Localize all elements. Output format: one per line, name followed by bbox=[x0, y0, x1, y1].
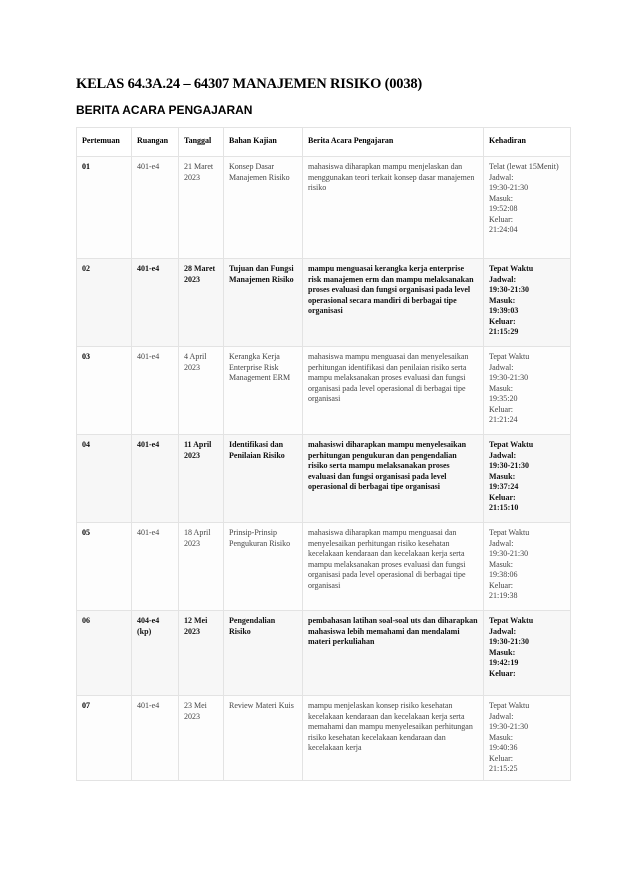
kehadiran-line: 21:15:25 bbox=[489, 764, 518, 773]
cell-pertemuan: 01 bbox=[77, 157, 132, 259]
kehadiran-line: Keluar: bbox=[489, 492, 516, 502]
kehadiran-line: Keluar: bbox=[489, 668, 516, 678]
cell-pertemuan: 05 bbox=[77, 523, 132, 611]
cell-tanggal: 28 Maret 2023 bbox=[179, 259, 224, 347]
cell-ruangan: 404-e4 (kp) bbox=[132, 611, 179, 696]
kehadiran-line: Jadwal: bbox=[489, 450, 517, 460]
table-header-row bbox=[77, 128, 571, 157]
table-row bbox=[77, 611, 571, 696]
kehadiran-line: Keluar: bbox=[489, 404, 513, 414]
kehadiran-line: 19:37:24 bbox=[489, 482, 519, 491]
kehadiran-line: Tepat Waktu bbox=[489, 440, 534, 449]
attendance-table bbox=[76, 127, 571, 781]
kehadiran-line: 19:38:06 bbox=[489, 570, 518, 579]
cell-kehadiran bbox=[484, 611, 571, 696]
kehadiran-line: Jadwal: bbox=[489, 538, 514, 548]
kehadiran-line: 19:30-21:30 bbox=[489, 183, 529, 192]
cell-pertemuan: 02 bbox=[77, 259, 132, 347]
cell-bahan-kajian: Identifikasi dan Penilaian Risiko bbox=[224, 435, 303, 523]
kehadiran-line: Jadwal: bbox=[489, 626, 517, 636]
kehadiran-line: 21:15:29 bbox=[489, 327, 519, 336]
kehadiran-line: 21:21:24 bbox=[489, 415, 518, 424]
cell-berita-acara: mahasiswi diharapkan mampu menyelesaikan perhitungan pengukuran dan pengendalian risiko serta mampu melaksanakan proses evaluasi dan fungsi organisasi pada level operasional di berbagai tipe organisasi bbox=[303, 435, 484, 523]
cell-tanggal: 18 April 2023 bbox=[179, 523, 224, 611]
cell-berita-acara: mahasiswa diharapkan mampu menguasai dan menyelesaikan perhitungan risiko kesehatan kecelakaan kendaraan dan kecelakaan kerja serta mampu melaksanakan proses evaluasi dan fungsi organisasi pada level operasional di berbagai tipe organisasi bbox=[303, 523, 484, 611]
section-title: BERITA ACARA PENGAJARAN bbox=[76, 103, 253, 117]
cell-tanggal: 11 April 2023 bbox=[179, 435, 224, 523]
kehadiran-line: Telat (lewat 15Menit) bbox=[489, 162, 559, 171]
cell-berita-acara: mahasiswa diharapkan mampu menjelaskan dan menggunakan teori terkait konsep dasar manajemen risiko bbox=[303, 157, 484, 259]
kehadiran-line: 19:39:03 bbox=[489, 306, 519, 315]
kehadiran-line: 19:35:20 bbox=[489, 394, 518, 403]
kehadiran-line: Jadwal: bbox=[489, 172, 514, 182]
cell-bahan-kajian: Prinsip-Prinsip Pengukuran Risiko bbox=[224, 523, 303, 611]
kehadiran-line: Keluar: bbox=[489, 214, 513, 224]
header-kehadiran: Kehadiran bbox=[484, 128, 571, 157]
table-row bbox=[77, 157, 571, 259]
cell-tanggal: 4 April 2023 bbox=[179, 347, 224, 435]
cell-bahan-kajian: Kerangka Kerja Enterprise Risk Management ERM bbox=[224, 347, 303, 435]
kehadiran-line: Tepat Waktu bbox=[489, 616, 534, 625]
cell-kehadiran bbox=[484, 347, 571, 435]
cell-bahan-kajian: Tujuan dan Fungsi Manajemen Risiko bbox=[224, 259, 303, 347]
page-title: KELAS 64.3A.24 – 64307 MANAJEMEN RISIKO (0038) bbox=[76, 76, 423, 92]
cell-pertemuan: 04 bbox=[77, 435, 132, 523]
cell-tanggal: 23 Mei 2023 bbox=[179, 696, 224, 781]
cell-bahan-kajian: Review Materi Kuis bbox=[224, 696, 303, 781]
kehadiran-line: 19:30-21:30 bbox=[489, 285, 529, 294]
table-row bbox=[77, 259, 571, 347]
kehadiran-line: Tepat Waktu bbox=[489, 352, 530, 361]
kehadiran-line: Masuk: bbox=[489, 193, 513, 203]
kehadiran-line: 19:30-21:30 bbox=[489, 722, 529, 731]
header-bahan-kajian: Bahan Kajian bbox=[224, 128, 303, 157]
cell-kehadiran bbox=[484, 696, 571, 781]
kehadiran-line: Tepat Waktu bbox=[489, 528, 530, 537]
cell-pertemuan: 06 bbox=[77, 611, 132, 696]
kehadiran-line: 19:40:36 bbox=[489, 743, 518, 752]
kehadiran-line: 19:30-21:30 bbox=[489, 461, 529, 470]
cell-pertemuan: 07 bbox=[77, 696, 132, 781]
kehadiran-line: 21:19:38 bbox=[489, 591, 518, 600]
cell-tanggal: 12 Mei 2023 bbox=[179, 611, 224, 696]
cell-berita-acara: mampu menguasai kerangka kerja enterprise risk manajemen erm dan mampu melaksanakan proses evaluasi dan fungsi organisasi pada level operasional secara mandiri di berbagai tipe organisasi bbox=[303, 259, 484, 347]
kehadiran-line: 19:42:19 bbox=[489, 658, 519, 667]
kehadiran-line: Keluar: bbox=[489, 316, 516, 326]
kehadiran-line: 21:24:04 bbox=[489, 225, 518, 234]
kehadiran-line: 19:52:08 bbox=[489, 204, 518, 213]
cell-berita-acara: mampu menjelaskan konsep risiko kesehatan kecelakaan kendaraan dan kecelakaan kerja serta memahami dan mampu menyelesaikan perhitungan risiko kesehatan kecelakaan kendaraan dan kecelakaan kerja bbox=[303, 696, 484, 781]
kehadiran-line: Masuk: bbox=[489, 559, 513, 569]
kehadiran-line: Tepat Waktu bbox=[489, 264, 534, 273]
cell-pertemuan: 03 bbox=[77, 347, 132, 435]
kehadiran-line: 19:30-21:30 bbox=[489, 373, 529, 382]
cell-bahan-kajian: Pengendalian Risiko bbox=[224, 611, 303, 696]
header-pertemuan: Pertemuan bbox=[77, 128, 132, 157]
cell-kehadiran bbox=[484, 157, 571, 259]
header-ruangan: Ruangan bbox=[132, 128, 179, 157]
cell-ruangan: 401-e4 bbox=[132, 347, 179, 435]
header-berita-acara: Berita Acara Pengajaran bbox=[303, 128, 484, 157]
cell-ruangan: 401-e4 bbox=[132, 259, 179, 347]
cell-kehadiran bbox=[484, 435, 571, 523]
kehadiran-line: Masuk: bbox=[489, 383, 513, 393]
header-tanggal: Tanggal bbox=[179, 128, 224, 157]
cell-bahan-kajian: Konsep Dasar Manajemen Risiko bbox=[224, 157, 303, 259]
cell-berita-acara: mahasiswa mampu menguasai dan menyelesaikan perhitungan identifikasi dan penilaian risiko serta mampu melaksanakan proses evaluasi dan fungsi organisasi pada level operasional di berbagai tipe organisasi bbox=[303, 347, 484, 435]
cell-ruangan: 401-e4 bbox=[132, 435, 179, 523]
kehadiran-line: Jadwal: bbox=[489, 362, 514, 372]
table-row bbox=[77, 523, 571, 611]
cell-ruangan: 401-e4 bbox=[132, 523, 179, 611]
kehadiran-line: 19:30-21:30 bbox=[489, 637, 529, 646]
kehadiran-line: Masuk: bbox=[489, 647, 516, 657]
kehadiran-line: Keluar: bbox=[489, 580, 513, 590]
kehadiran-line: 19:30-21:30 bbox=[489, 549, 529, 558]
kehadiran-line: 21:15:10 bbox=[489, 503, 519, 512]
kehadiran-line: Tepat Waktu bbox=[489, 701, 530, 710]
kehadiran-line: Jadwal: bbox=[489, 711, 514, 721]
cell-kehadiran bbox=[484, 259, 571, 347]
kehadiran-line: Masuk: bbox=[489, 471, 516, 481]
cell-kehadiran bbox=[484, 523, 571, 611]
kehadiran-line: Masuk: bbox=[489, 732, 513, 742]
cell-berita-acara: pembahasan latihan soal-soal uts dan diharapkan mahasiswa lebih memahami dan mendalami materi perkuliahan bbox=[303, 611, 484, 696]
kehadiran-line: Keluar: bbox=[489, 753, 513, 763]
table-row bbox=[77, 347, 571, 435]
table-row bbox=[77, 435, 571, 523]
kehadiran-line: Jadwal: bbox=[489, 274, 517, 284]
cell-ruangan: 401-e4 bbox=[132, 696, 179, 781]
kehadiran-line: Masuk: bbox=[489, 295, 516, 305]
table-row bbox=[77, 696, 571, 781]
cell-ruangan: 401-e4 bbox=[132, 157, 179, 259]
cell-tanggal: 21 Maret 2023 bbox=[179, 157, 224, 259]
